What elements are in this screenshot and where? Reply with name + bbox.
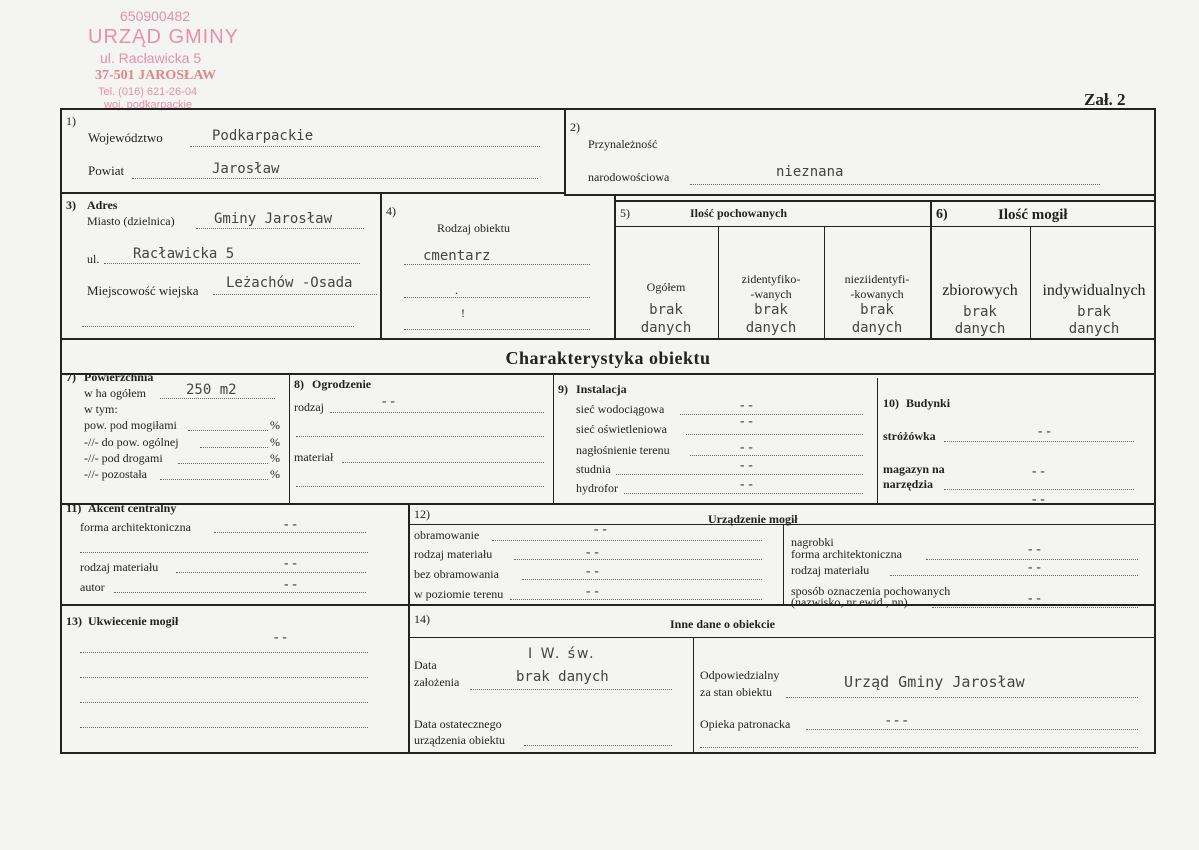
material-field[interactable]: -- [584,545,601,561]
storage-field[interactable]: -- [1030,464,1047,480]
hydrophore-field[interactable]: -- [738,477,755,493]
collective-value-2: danych [954,321,1006,337]
individual-label: indywidualnych [1042,282,1146,299]
section-number: 1) [66,114,76,128]
unidentified-label-2: -kowanych [850,287,904,301]
stamp-tel: Tel. (016) 621-26-04 [98,86,198,98]
section-heading: Charakterystyka obiektu [505,348,711,368]
voivodeship-field[interactable]: Podkarpackie [212,128,314,144]
responsible-label: Odpowiedzialny [700,668,780,682]
collective-value[interactable]: brak [963,304,997,320]
object-type-label: Rodzaj obiektu [437,221,510,235]
section-number: 4) [386,204,396,218]
identified-value-2: danych [745,320,797,336]
section-number: 7) [66,370,76,384]
sound-system-label: nagłośnienie terenu [576,443,670,457]
voivodeship-label: Województwo [88,130,163,145]
architectural-form-label: forma architektoniczna [80,520,191,534]
stamp-id: 650900482 [120,8,191,24]
headstone-form-label: forma architektoniczna [791,547,902,561]
graves-count-title: Ilość mogił [998,207,1068,223]
patronage-label: Opieka patronacka [700,717,791,731]
handwritten-note: I W. św. [528,646,596,662]
headstone-material-field[interactable]: -- [1026,560,1043,576]
ground-level-label: w poziomie terenu [414,587,504,601]
total-value-2: danych [640,320,692,336]
percent-sign: % [270,418,280,432]
author-field[interactable]: -- [282,577,299,593]
area-total-field[interactable]: 250 m2 [186,382,237,398]
village-label: Miejscowość wiejska [87,283,199,298]
fence-type-field[interactable]: -- [380,394,397,410]
guardhouse-label: stróżówka [883,429,936,443]
marking-method-label: sposób oznaczenia pochowanych [791,584,951,598]
area-title: Powierzchnia [84,370,154,384]
last-arrangement-label-2: urządzenia obiektu [414,733,505,747]
collective-label: zbiorowych [942,282,1018,299]
well-field[interactable]: -- [738,458,755,474]
of-which-label: w tym: [84,402,118,416]
section-number: 13) [66,614,82,628]
edging-field[interactable]: -- [592,522,609,538]
other-data-title: Inne dane o obiekcie [670,617,776,631]
section-number: 2) [570,120,580,134]
architectural-form-field[interactable]: -- [282,517,299,533]
ground-level-field[interactable]: -- [584,584,601,600]
headstone-material-label: rodzaj materiału [791,563,870,577]
well-label: studnia [576,462,611,476]
street-field[interactable]: Racławicka 5 [133,246,235,262]
percent-sign: % [270,451,280,465]
patronage-field[interactable]: --- [884,713,910,729]
county-field[interactable]: Jarosław [212,161,280,177]
section-number: 12) [414,507,430,521]
headstone-form-field[interactable]: -- [1026,542,1043,558]
area-total-label: w ha ogółem [84,386,146,400]
section-number: 5) [620,206,630,220]
section-number: 9) [558,382,568,396]
marking-method-label-2: (nazwisko, nr ewid., nn) [791,595,908,609]
water-supply-field[interactable]: -- [738,398,755,414]
founding-date-field[interactable]: brak danych [516,669,609,685]
street-label: ul. [87,252,100,266]
object-type-field[interactable]: cmentarz [423,248,491,264]
storage-label: magazyn na [883,462,945,476]
unidentified-label: nieziidentyfi- [844,272,910,286]
stamp-region: woj. podkarpackie [104,99,193,111]
section-number: 11) [66,501,82,515]
percent-sign: % [270,467,280,481]
section-number: 14) [414,612,430,626]
area-share-label: -//- do pow. ogólnej [84,435,179,449]
edging-label: obramowanie [414,528,480,542]
total-value[interactable]: brak [649,302,683,318]
storage-field-2: -- [1030,492,1047,508]
attachment-label: Zał. 2 [1084,90,1126,109]
section-number: 10) [883,396,899,410]
section-number: 3) [66,198,76,212]
installations-title: Instalacja [576,382,627,396]
material-type-field[interactable]: -- [282,556,299,572]
stamp-street: ul. Racławicka 5 [100,50,202,66]
individual-value[interactable]: brak [1077,304,1111,320]
city-field[interactable]: Gminy Jarosław [214,211,333,227]
village-field[interactable]: Leżachów -Osada [226,275,353,291]
responsible-label-2: za stan obiektu [700,685,772,699]
grave-fixtures-title: Urządzenie mogił [708,512,798,526]
identified-label-2: -wanych [750,287,792,301]
unidentified-value-2: danych [851,320,903,336]
fence-title: Ogrodzenie [312,377,372,391]
sound-system-field[interactable]: -- [738,440,755,456]
nationality-field[interactable]: nieznana [776,164,844,180]
responsible-field[interactable]: Urząd Gminy Jarosław [844,673,1025,691]
identified-label: zidentyfiko- [741,272,801,286]
fence-type-label: rodzaj [294,400,324,414]
lighting-field[interactable]: -- [738,414,755,430]
no-edging-label: bez obramowania [414,567,499,581]
percent-sign: % [270,435,280,449]
buildings-title: Budynki [906,396,951,410]
fence-material-label: materiał [294,450,334,464]
last-arrangement-label: Data ostatecznego [414,717,502,731]
stamp-city: 37-501 JAROSŁAW [95,68,216,83]
nationality-label: Przynależność [588,137,658,151]
material-type-label: rodzaj materiału [80,560,159,574]
founding-date-label-2: założenia [414,675,460,689]
guardhouse-field[interactable]: -- [1036,424,1053,440]
city-label: Miasto (dzielnica) [87,214,175,228]
buried-count-title: Ilość pochowanych [690,206,788,220]
county-label: Powiat [88,163,125,178]
stamp-name: URZĄD GMINY [88,26,239,48]
total-label: Ogółem [646,280,686,294]
area-other-label: -//- pozostała [84,467,147,481]
address-title: Adres [87,198,118,212]
marking-method-field[interactable]: -- [1026,591,1043,607]
author-label: autor [80,580,105,594]
section-number: 6) [936,207,948,222]
water-supply-label: sieć wodociągowa [576,402,665,416]
handwritten-mark: ! [461,306,465,320]
hydrophore-label: hydrofor [576,481,618,495]
headstones-label: nagrobki [791,535,834,549]
storage-label-2: narzędzia [883,477,933,491]
unidentified-value[interactable]: brak [860,302,894,318]
handwritten-mark: . [455,283,458,297]
area-graves-label: pow. pod mogiłami [84,418,177,432]
central-accent-title: Akcent centralny [88,501,177,515]
flowers-title: Ukwiecenie mogił [88,614,179,628]
material-label: rodzaj materiału [414,547,493,561]
no-edging-field[interactable]: -- [584,564,601,580]
flowers-field[interactable]: -- [272,630,289,646]
area-roads-label: -//- pod drogami [84,451,163,465]
founding-date-label: Data [414,658,437,672]
identified-value[interactable]: brak [754,302,788,318]
individual-value-2: danych [1068,321,1120,337]
nationality-label-2: narodowościowa [588,170,670,184]
section-number: 8) [294,377,304,391]
lighting-label: sieć oświetleniowa [576,422,667,436]
